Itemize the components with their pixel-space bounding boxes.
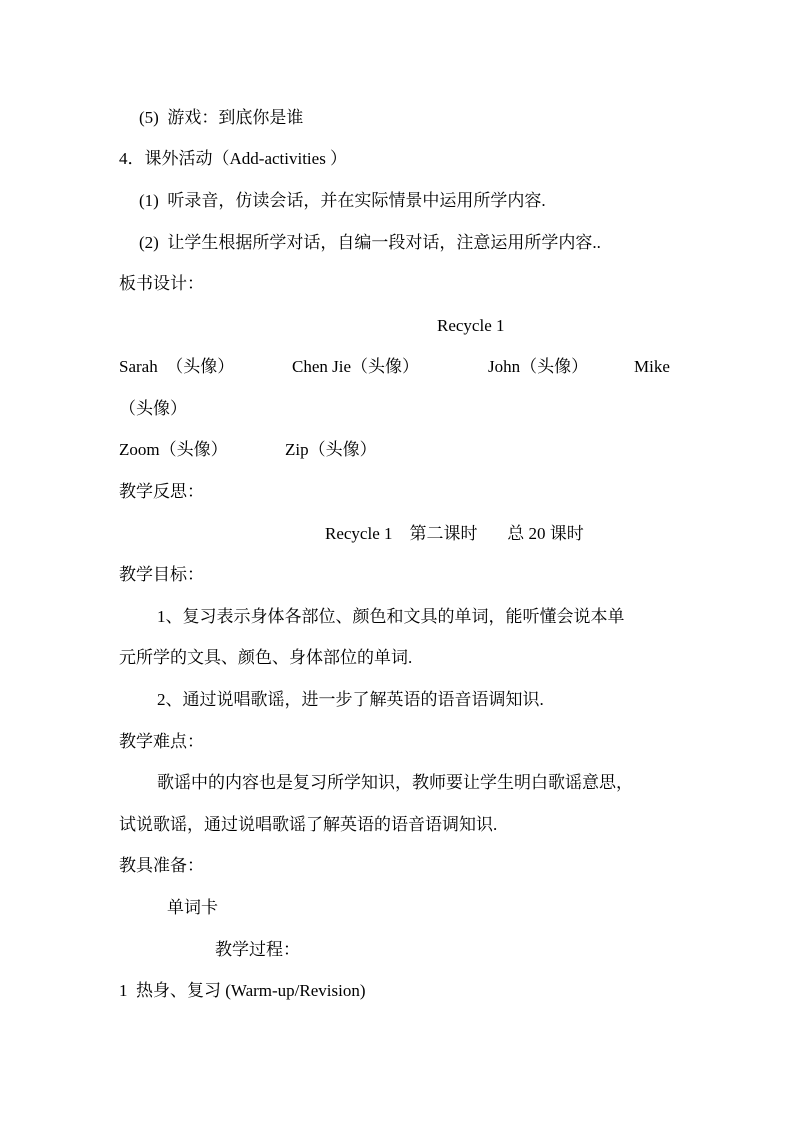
board-design-heading: 板书设计： — [119, 274, 204, 293]
extra-activity-1: (1) 听录音，仿读会话，并在实际情景中运用所学内容. — [139, 191, 546, 210]
reflection-heading: 教学反思： — [119, 482, 204, 501]
extra-activity-2: (2) 让学生根据所学对话，自编一段对话，注意运用所学内容.. — [139, 233, 601, 252]
extra-activities-heading: 4．课外活动（Add-activities ） — [119, 149, 348, 168]
board-chen-jie: Chen Jie（头像） — [292, 357, 420, 376]
board-mike: Mike — [634, 357, 670, 376]
difficulty-line-2: 试说歌谣，通过说唱歌谣了解英语的语音语调知识. — [119, 815, 498, 834]
difficulty-heading: 教学难点： — [119, 732, 204, 751]
difficulty-line-1: 歌谣中的内容也是复习所学知识，教师要让学生明白歌谣意思， — [157, 773, 633, 792]
goal-2: 2、通过说唱歌谣，进一步了解英语的语音语调知识. — [157, 690, 544, 709]
lesson-title: Recycle 1 第二课时 总 20 课时 — [325, 524, 584, 543]
process-heading: 教学过程： — [215, 940, 300, 959]
board-mike-avatar: （头像） — [119, 399, 187, 418]
board-zip: Zip（头像） — [285, 440, 377, 459]
goal-1-line-1: 1、复习表示身体各部位、颜色和文具的单词，能听懂会说本单 — [157, 607, 625, 626]
board-john: John（头像） — [488, 357, 589, 376]
goals-heading: 教学目标： — [119, 565, 204, 584]
step-1: 1 热身、复习 (Warm-up/Revision) — [119, 981, 366, 1000]
board-sarah: Sarah （头像） — [119, 357, 235, 376]
goal-1-line-2: 元所学的文具、颜色、身体部位的单词. — [119, 648, 413, 667]
tools-item: 单词卡 — [167, 898, 218, 917]
tools-heading: 教具准备： — [119, 856, 204, 875]
game-item: (5) 游戏：到底你是谁 — [139, 108, 304, 127]
board-title: Recycle 1 — [437, 316, 505, 335]
board-zoom: Zoom（头像） — [119, 440, 228, 459]
